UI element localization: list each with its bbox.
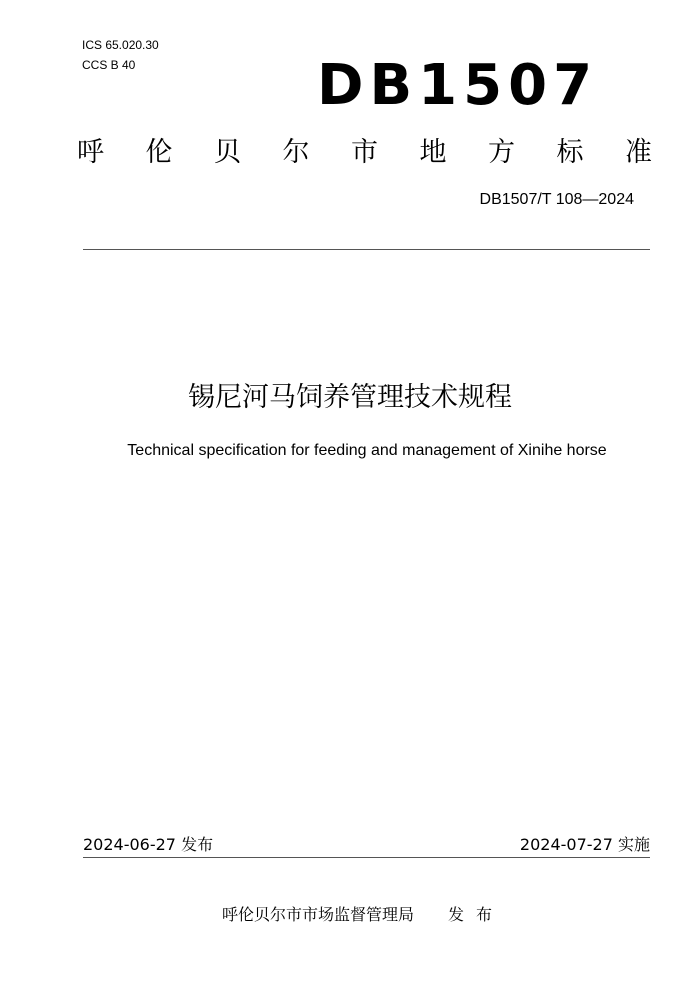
classification-codes bbox=[82, 35, 159, 75]
implementation-date: 2024-07-27 实施 bbox=[519, 835, 650, 854]
ccs-code: CCS B 40 bbox=[82, 58, 136, 72]
standard-number: DB1507/T 108—2024 bbox=[479, 191, 634, 208]
title-char: 标 bbox=[556, 137, 584, 168]
standard-type-title bbox=[77, 135, 652, 171]
release-date: 2024-06-27 发布 bbox=[83, 835, 214, 854]
title-char: 市 bbox=[351, 137, 378, 168]
title-char: 方 bbox=[488, 137, 515, 168]
title-char: 准 bbox=[625, 137, 652, 168]
db-logo: DB1507 bbox=[317, 53, 599, 118]
issue-label: 发布 bbox=[448, 905, 505, 924]
ics-code: ICS 65.020.30 bbox=[82, 38, 159, 52]
publisher-name: 呼伦贝尔市市场监督管理局 bbox=[222, 905, 415, 924]
document-title-cn: 锡尼河马饲养管理技术规程 bbox=[188, 382, 512, 413]
footer-divider bbox=[83, 857, 650, 858]
document-title-en: Technical specification for feeding and management of Xinihe horse bbox=[127, 442, 607, 459]
title-char: 贝 bbox=[214, 137, 241, 168]
header-divider bbox=[83, 249, 650, 250]
title-char: 地 bbox=[419, 137, 447, 168]
publisher-line bbox=[222, 905, 504, 925]
title-char: 伦 bbox=[145, 137, 173, 168]
title-char: 尔 bbox=[282, 137, 310, 168]
title-char: 呼 bbox=[77, 137, 104, 168]
